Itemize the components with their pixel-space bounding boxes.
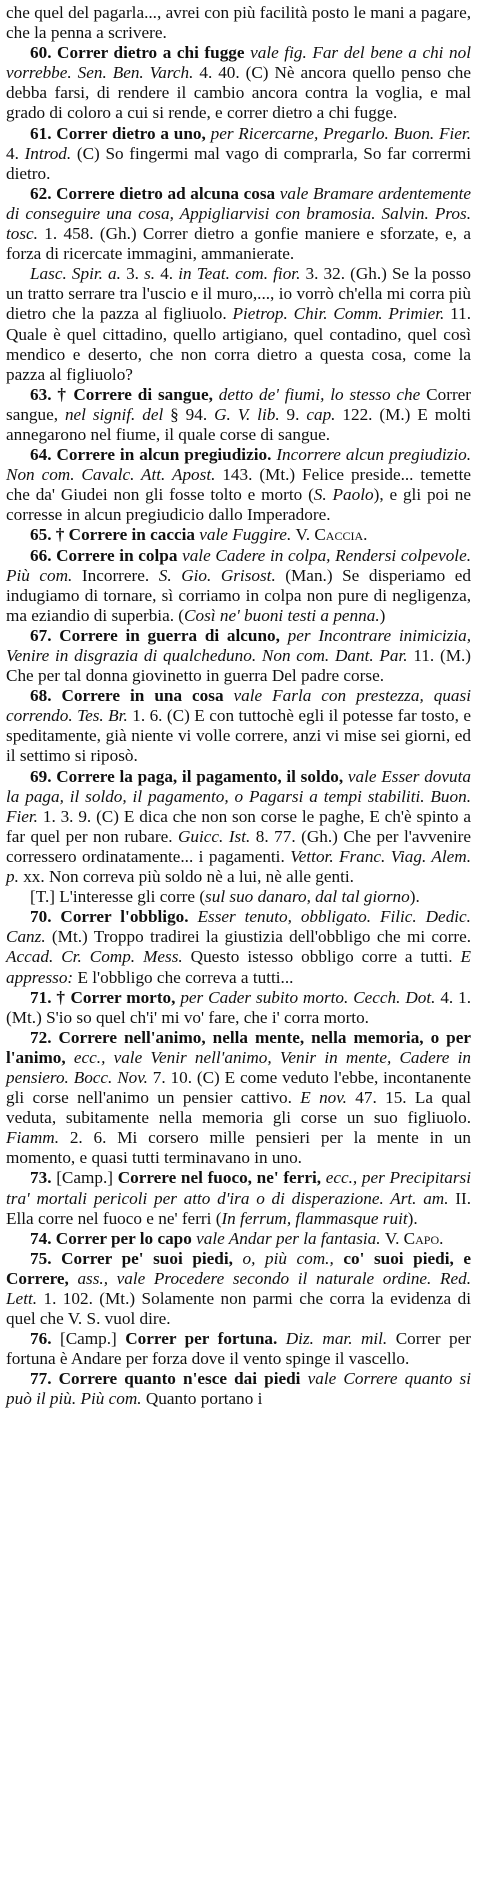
italic-text: s. <box>144 264 161 284</box>
italic-text: Introd. <box>24 143 72 163</box>
italic-text: vale Esser dovuta la paga, il soldo, il pagamento, o Pagarsi a tempi stabiliti. Buon. Fier. <box>6 766 471 826</box>
entry-headword: 71. † Correr morto, <box>30 987 176 1007</box>
entry-headword: 69. Correre la paga, il pagamento, il soldo, <box>30 766 344 786</box>
entry-text: II. Ella corre nel fuoco e ne' ferri ( <box>6 1188 471 1228</box>
entry-headword: 75. Correr pe' suoi piedi, <box>30 1248 233 1268</box>
dictionary-entry-p0 <box>6 3 471 43</box>
entry-headword: 68. Correre in una cosa <box>30 686 224 706</box>
entry-text: Incorrere. <box>81 565 159 585</box>
dictionary-entry-p67 <box>6 626 471 686</box>
italic-text: vale Cadere in colpa, Rendersi colpevole. Più com. <box>6 545 471 585</box>
dictionary-entry-p69b <box>6 887 471 907</box>
italic-text: per Incontrare inimicizia, Venire in disgrazia di qualcheduno. Non com. Dant. Par. <box>6 625 471 665</box>
entry-text: 4. 40. (C) Nè ancora quello penso che debba farsi, di rendere il cambio ancora contra la voglia, e mal grado di coloro a cui si rende, e correr dietro a chi fugge. <box>6 63 471 123</box>
entry-text: (C) So fingermi mal vago di comprarla, So far corrermi dietro. <box>6 143 472 183</box>
entry-text: [Camp.] <box>59 1329 126 1349</box>
entry-text: 11. Quale è quel cittadino, quello artigiano, quel contadino, quel così mendico e deserto, che non corra dietro a questa cosa, come la pazza al figliuolo? <box>6 304 471 384</box>
entry-text: 1. 3. 9. (C) E dica che non son corse le paghe, E ch'è spinto a far quel per non rubare. <box>6 806 471 846</box>
italic-text: Pietrop. Chir. Comm. Primier. <box>232 304 451 324</box>
dictionary-entry-p66 <box>6 546 471 626</box>
dictionary-entry-p76 <box>6 1329 471 1369</box>
dictionary-entry-p68 <box>6 686 471 766</box>
italic-text: vale fig. Far del bene a chi nol vorrebbe. Sen. Ben. Varch. <box>6 43 471 83</box>
italic-text: vale Correre quanto si può il più. Più com. <box>6 1369 471 1409</box>
entry-text: ) <box>379 605 386 625</box>
entry-text: Questo istesso obbligo corre a tutti. <box>182 947 461 967</box>
italic-text: vale Bramare ardentemente di conseguire una cosa, Appigliarvisi con bramosia. Salvin. Pros. tosc. <box>6 183 472 244</box>
italic-text: E appresso: <box>6 947 471 987</box>
entry-text: 4. 1. (Mt.) S'io so quel ch'i' mi vo' fare, che i' corra morto. <box>6 987 471 1027</box>
entry-headword: 67. Correre in guerra di alcuno, <box>30 625 280 645</box>
dictionary-column <box>6 3 471 1410</box>
entry-text: 8. 77. (Gh.) Che per l'avvenire corressero ordinatamente... i pagamenti. <box>6 826 472 866</box>
italic-text: Fiamm. <box>6 1128 70 1148</box>
dictionary-entry-p71 <box>6 988 471 1028</box>
italic-text: ass., vale Procedere secondo il naturale ordine. Red. Lett. <box>6 1268 471 1308</box>
italic-text: sul suo danaro, dal tal giorno <box>205 887 410 907</box>
entry-text: 122. (M.) E molti annegarono nel fiume, il quale corse di sangue. <box>6 404 472 444</box>
dictionary-entry-p62b <box>6 264 471 385</box>
entry-headword: 76. <box>30 1329 60 1349</box>
cross-reference: Caccia <box>314 525 364 545</box>
entry-text: 9. <box>286 404 307 424</box>
entry-headword: 60. Correr dietro a chi fugge <box>30 43 245 63</box>
dictionary-entry-p60 <box>6 43 471 123</box>
dictionary-entry-p63 <box>6 385 471 445</box>
entry-headword: 74. Correr per lo capo <box>30 1228 192 1248</box>
entry-headword: 64. Correre in alcun pregiudizio. <box>30 445 272 465</box>
entry-text: 4. <box>160 264 179 284</box>
entry-text: 7. 10. (C) E come veduto l'ebbe, incontanente gli corse nell'animo un pensier cattivo. <box>6 1067 471 1108</box>
entry-text: 2. 6. Mi corsero mille pensieri per la mente in un momento, e quasi tutti terminavano in uno. <box>6 1128 471 1168</box>
italic-text: Guicc. Ist. <box>178 826 256 846</box>
dictionary-entry-p75 <box>6 1249 471 1329</box>
entry-text: ), e gli poi ne corresse in alcun pregiudicio dallo Imperadore. <box>6 485 471 525</box>
entry-text: Quanto portano i <box>145 1389 263 1409</box>
entry-headword: 66. Correre in colpa <box>30 545 178 565</box>
dictionary-entry-p77 <box>6 1369 471 1409</box>
entry-text: 3. <box>126 264 145 284</box>
dictionary-entry-p70 <box>6 907 471 987</box>
entry-headword: 77. Correre quanto n'esce dai piedi <box>30 1369 301 1389</box>
italic-text: Esser tenuto, obbligato. Filic. Dedic. Canz. <box>6 907 471 947</box>
entry-text: 47. 15. La qual veduta, subitamente nella memoria gli corse un suo figliuolo. <box>6 1088 471 1128</box>
entry-text: che quel del pagarla..., avrei con più facilità posto le mani a pagare, che la penna a scrivere. <box>6 3 471 43</box>
entry-headword: 65. † Correre in caccia <box>30 525 195 545</box>
entry-text: . <box>439 1228 444 1248</box>
dictionary-entry-p74 <box>6 1229 471 1249</box>
entry-text: V. <box>384 1228 404 1248</box>
dictionary-entry-p65 <box>6 525 471 545</box>
entry-headword: Correre nel fuoco, ne' ferri, <box>117 1168 322 1188</box>
entry-text: E l'obbligo che correva a tutti... <box>73 967 294 987</box>
entry-text: 3. 32. (Gh.) Se la posso un tratto serrare tra l'uscio e il muro,..., io vorrò ch'ella mi corra più dietro che la pazza al figliuolo. <box>6 264 471 324</box>
italic-text: S. Paolo <box>313 485 374 505</box>
entry-text: Correr sangue, <box>6 384 472 424</box>
italic-text: In ferrum, flammasque ruit <box>221 1208 408 1228</box>
italic-text: per Cader subito morto. Cecch. Dot. <box>175 987 441 1007</box>
italic-text: o, più com., <box>232 1248 344 1268</box>
italic-text: Così ne' buoni testi a penna. <box>184 605 380 625</box>
italic-text: cap. <box>306 404 343 424</box>
entry-text: (Man.) Se disperiamo ed indugiamo di tornare, sì corriamo in colpa non pure di negligenza, ma eziandio di superbia. ( <box>6 565 472 625</box>
entry-headword: 70. Correr l'obbligo. <box>30 907 189 927</box>
entry-text: 4. <box>6 143 25 163</box>
entry-headword: Correr per fortuna. <box>125 1329 278 1349</box>
entry-text: . <box>363 525 368 545</box>
entry-text: [T.] L'interesse gli corre ( <box>30 887 206 907</box>
entry-headword: 63. † Correre di sangue, <box>30 384 213 404</box>
italic-text: in Teat. com. fior. <box>178 264 306 284</box>
entry-text: ). <box>409 887 420 907</box>
entry-headword: 62. Correre dietro ad alcuna cosa <box>30 183 276 203</box>
italic-text: ecc., per Precipitarsi tra' mortali pericoli per atto d'ira o di disperazione. Art. am. <box>6 1168 471 1208</box>
italic-text: Incorrere alcun pregiudizio. Non com. Cavalc. Att. Apost. <box>6 445 471 485</box>
entry-headword: 73. <box>30 1168 57 1188</box>
dictionary-entry-p73 <box>6 1168 471 1228</box>
italic-text: G. V. lib. <box>214 404 287 424</box>
cross-reference: Capo <box>403 1228 440 1248</box>
italic-text: nel signif. del <box>64 404 164 424</box>
dictionary-entry-p72 <box>6 1028 471 1169</box>
entry-text: § 94. <box>163 404 215 424</box>
entry-headword: co' suoi piedi, e Correre, <box>6 1248 471 1288</box>
entry-text: 1. 6. (C) E con tuttochè egli il potesse far tosto, e speditamente, già niente vi volle correre, anzi vi mise sei giorni, ed il settimo si riposò. <box>6 706 471 766</box>
italic-text: Vettor. Franc. Viag. Alem. p. <box>6 846 471 887</box>
entry-text: V. <box>295 525 315 545</box>
entry-text: 11. (M.) Che per tal donna giovinetto in guerra Del padre corse. <box>6 646 471 686</box>
italic-text: Lasc. Spir. a. <box>30 264 127 284</box>
italic-text: per Ricercarne, Pregarlo. Buon. Fier. <box>205 123 472 143</box>
entry-text: [Camp.] <box>56 1168 118 1188</box>
entry-text: Correr per fortuna è Andare per forza dove il vento spinge il vascello. <box>6 1329 471 1369</box>
entry-headword: 61. Correr dietro a uno, <box>30 123 206 143</box>
entry-text: xx. Non correva più soldo nè a lui, nè alle genti. <box>23 867 354 887</box>
italic-text: vale Andar per la fantasia. <box>191 1228 385 1248</box>
entry-text: 143. (Mt.) Felice preside... temette che da' Giudei non gli fosse tolto e morto ( <box>6 465 471 505</box>
entry-text: 1. 102. (Mt.) Solamente non parmi che corra la evidenza di quel che V. S. vuol dire. <box>6 1289 471 1329</box>
italic-text: Diz. mar. mil. <box>277 1329 388 1349</box>
dictionary-entry-p61 <box>6 124 471 184</box>
italic-text: S. Gio. Grisost. <box>158 565 276 585</box>
italic-text: vale Fuggire. <box>194 525 296 545</box>
dictionary-entry-p64 <box>6 445 471 525</box>
dictionary-entry-p69 <box>6 767 471 888</box>
entry-text: 1. 458. (Gh.) Correr dietro a gonfie maniere e sforzate, e, a forza di ricercate immagini, ammanierate. <box>6 224 472 264</box>
italic-text: E nov. <box>300 1088 356 1108</box>
italic-text: ecc., vale Venir nell'animo, Venir in mente, Cadere in pensiero. Bocc. Nov. <box>6 1047 471 1087</box>
italic-text: vale Farla con prestezza, quasi correndo. Tes. Br. <box>6 686 471 726</box>
entry-text: (Mt.) Troppo tradirei la giustizia dell'obbligo che mi corre. <box>45 927 471 947</box>
entry-text: ). <box>407 1208 418 1228</box>
italic-text: Accad. Cr. Comp. Mess. <box>6 947 183 967</box>
dictionary-entry-p62 <box>6 184 471 264</box>
italic-text: detto de' fiumi, lo stesso che <box>212 384 427 404</box>
entry-headword: 72. Correre nell'animo, nella mente, nella memoria, o per l'animo, <box>6 1027 471 1067</box>
